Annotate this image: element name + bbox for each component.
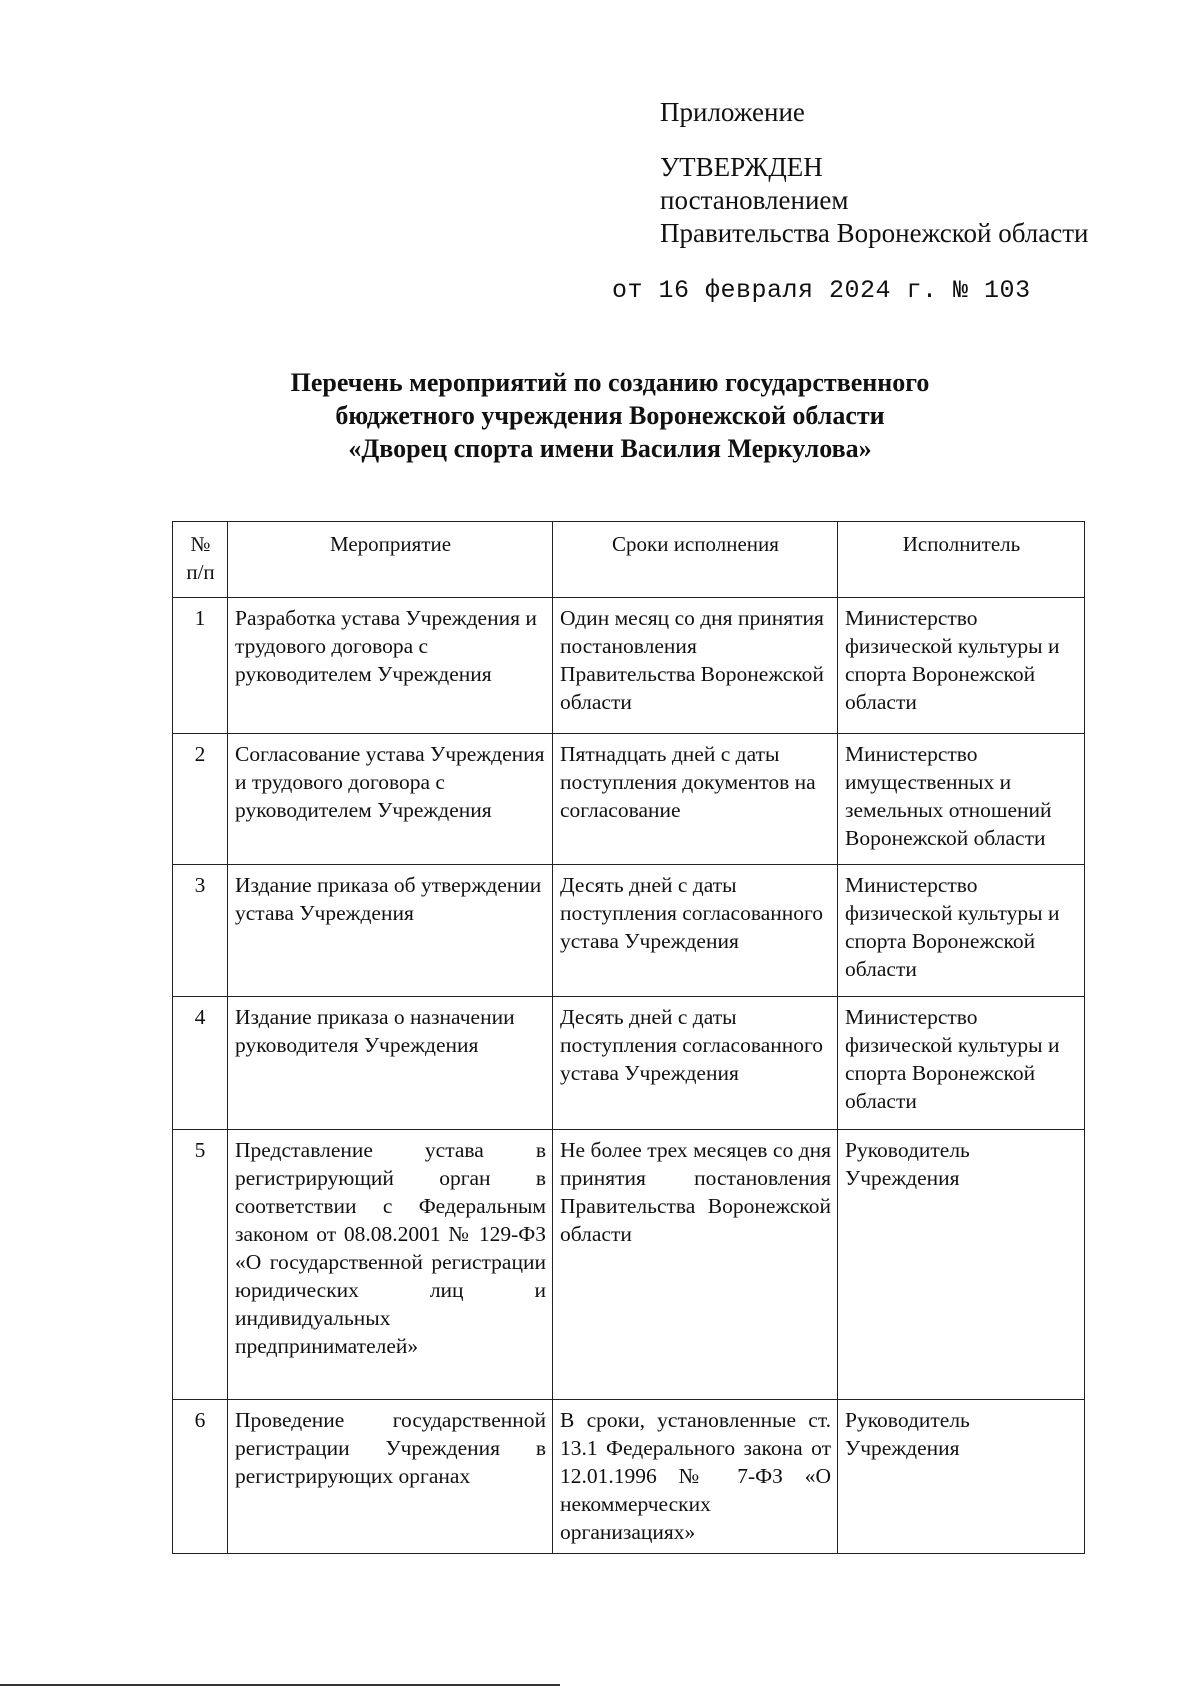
header-deadline: Сроки исполнения (553, 522, 838, 598)
table-row (173, 1130, 1085, 1400)
row-executor: Министерство физической культуры и спорта Воронежской области (838, 598, 1085, 734)
row-num: 1 (173, 598, 228, 734)
row-num: 4 (173, 997, 228, 1130)
row-deadline: Десять дней с даты поступления согласованного устава Учреждения (553, 865, 838, 997)
row-num: 3 (173, 865, 228, 997)
title-line-1: Перечень мероприятий по созданию государственного (290, 368, 930, 397)
title-line-2: бюджетного учреждения Воронежской области (335, 401, 885, 430)
decree-reference: от 16 февраля 2024 г. № 103 (612, 276, 1031, 305)
row-executor: Руководитель Учреждения (838, 1400, 1085, 1554)
row-activity: Издание приказа об утверждении устава Учреждения (228, 865, 553, 997)
page-bottom-rule (0, 1684, 560, 1686)
row-executor: Министерство имущественных и земельных отношений Воронежской области (838, 734, 1085, 865)
appendix-label: Приложение (660, 97, 805, 127)
header-num: № п/п (173, 522, 228, 598)
decree-label: постановлением (660, 185, 849, 215)
approved-label: УТВЕРЖДЕН (660, 152, 823, 182)
row-activity: Разработка устава Учреждения и трудового договора с руководителем Учреждения (228, 598, 553, 734)
approval-header (660, 96, 1088, 250)
row-deadline: Пятнадцать дней с даты поступления документов на согласование (553, 734, 838, 865)
header-executor: Исполнитель (838, 522, 1085, 598)
header-activity: Мероприятие (228, 522, 553, 598)
row-activity: Проведение государственной регистрации Учреждения в регистрирующих органах (228, 1400, 553, 1554)
table-row (173, 1400, 1085, 1554)
table-row (173, 997, 1085, 1130)
row-deadline: В сроки, установленные ст. 13.1 Федерального закона от 12.01.1996 № 7-ФЗ «О некоммерческих организациях» (553, 1400, 838, 1554)
row-num: 6 (173, 1400, 228, 1554)
table-row (173, 865, 1085, 997)
row-num: 2 (173, 734, 228, 865)
row-num: 5 (173, 1130, 228, 1400)
row-deadline: Один месяц со дня принятия постановления Правительства Воронежской области (553, 598, 838, 734)
row-deadline: Не более трех месяцев со дня принятия постановления Правительства Воронежской области (553, 1130, 838, 1400)
row-executor: Министерство физической культуры и спорта Воронежской области (838, 865, 1085, 997)
activities-table (172, 521, 1085, 1554)
table-header-row (173, 522, 1085, 598)
row-deadline: Десять дней с даты поступления согласованного устава Учреждения (553, 997, 838, 1130)
table-row (173, 598, 1085, 734)
row-activity: Представление устава в регистрирующий орган в соответствии с Федеральным законом от 08.08.2001 № 129-ФЗ «О государственной регистрации юридических лиц и индивидуальных предпринимателей» (228, 1130, 553, 1400)
row-activity: Согласование устава Учреждения и трудового договора с руководителем Учреждения (228, 734, 553, 865)
government-label: Правительства Воронежской области (660, 218, 1089, 248)
document-title (190, 366, 1030, 465)
table-row (173, 734, 1085, 865)
row-activity: Издание приказа о назначении руководителя Учреждения (228, 997, 553, 1130)
row-executor: Руководитель Учреждения (838, 1130, 1085, 1400)
title-line-3: «Дворец спорта имени Василия Меркулова» (348, 434, 872, 463)
row-executor: Министерство физической культуры и спорта Воронежской области (838, 997, 1085, 1130)
